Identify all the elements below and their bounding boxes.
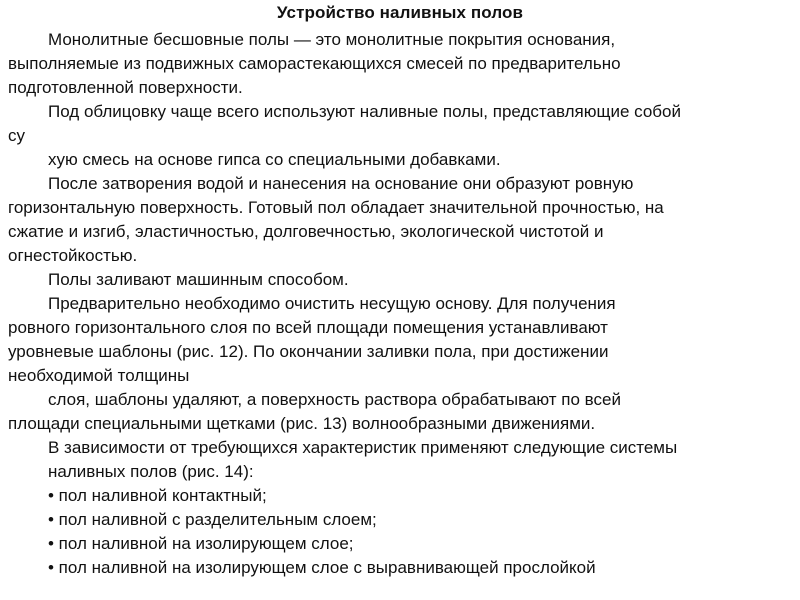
text-line: горизонтальную поверхность. Готовый пол обладает значительной прочностью, на	[8, 198, 664, 217]
text-line: Предварительно необходимо очистить несущую основу. Для получения	[48, 294, 616, 313]
text-line: необходимой толщины	[8, 366, 190, 385]
text-line: ровного горизонтального слоя по всей площади помещения устанавливают	[8, 318, 608, 337]
text-line: Полы заливают машинным способом.	[48, 270, 349, 289]
list-item: • пол наливной контактный;	[48, 486, 267, 505]
text-line: су	[8, 126, 25, 145]
text-line: наливных полов (рис. 14):	[48, 462, 254, 481]
document-title: Устройство наливных полов	[276, 3, 524, 22]
text-line: слоя, шаблоны удаляют, а поверхность раствора обрабатывают по всей	[48, 390, 621, 409]
text-line: выполняемые из подвижных саморастекающихся смесей по предварительно	[8, 54, 621, 73]
list-item: • пол наливной с разделительным слоем;	[48, 510, 377, 529]
list-item: • пол наливной на изолирующем слое;	[48, 534, 354, 553]
text-line: сжатие и изгиб, эластичностью, долговечностью, экологической чистотой и	[8, 222, 604, 241]
list-item: • пол наливной на изолирующем слое с выравнивающей прослойкой	[48, 558, 596, 577]
text-line: площади специальными щетками (рис. 13) волнообразными движениями.	[8, 414, 596, 433]
text-line: огнестойкостью.	[8, 246, 138, 265]
text-line: Под облицовку чаще всего используют наливные полы, представляющие собой	[48, 102, 681, 121]
text-line: хую смесь на основе гипса со специальными добавками.	[48, 150, 501, 169]
text-line: подготовленной поверхности.	[8, 78, 243, 97]
text-line: уровневые шаблоны (рис. 12). По окончании заливки пола, при достижении	[8, 342, 609, 361]
text-line: После затворения водой и нанесения на основание они образуют ровную	[48, 174, 634, 193]
text-line: В зависимости от требующихся характеристик применяют следующие системы	[48, 438, 678, 457]
text-line: Монолитные бесшовные полы — это монолитные покрытия основания,	[48, 30, 616, 49]
